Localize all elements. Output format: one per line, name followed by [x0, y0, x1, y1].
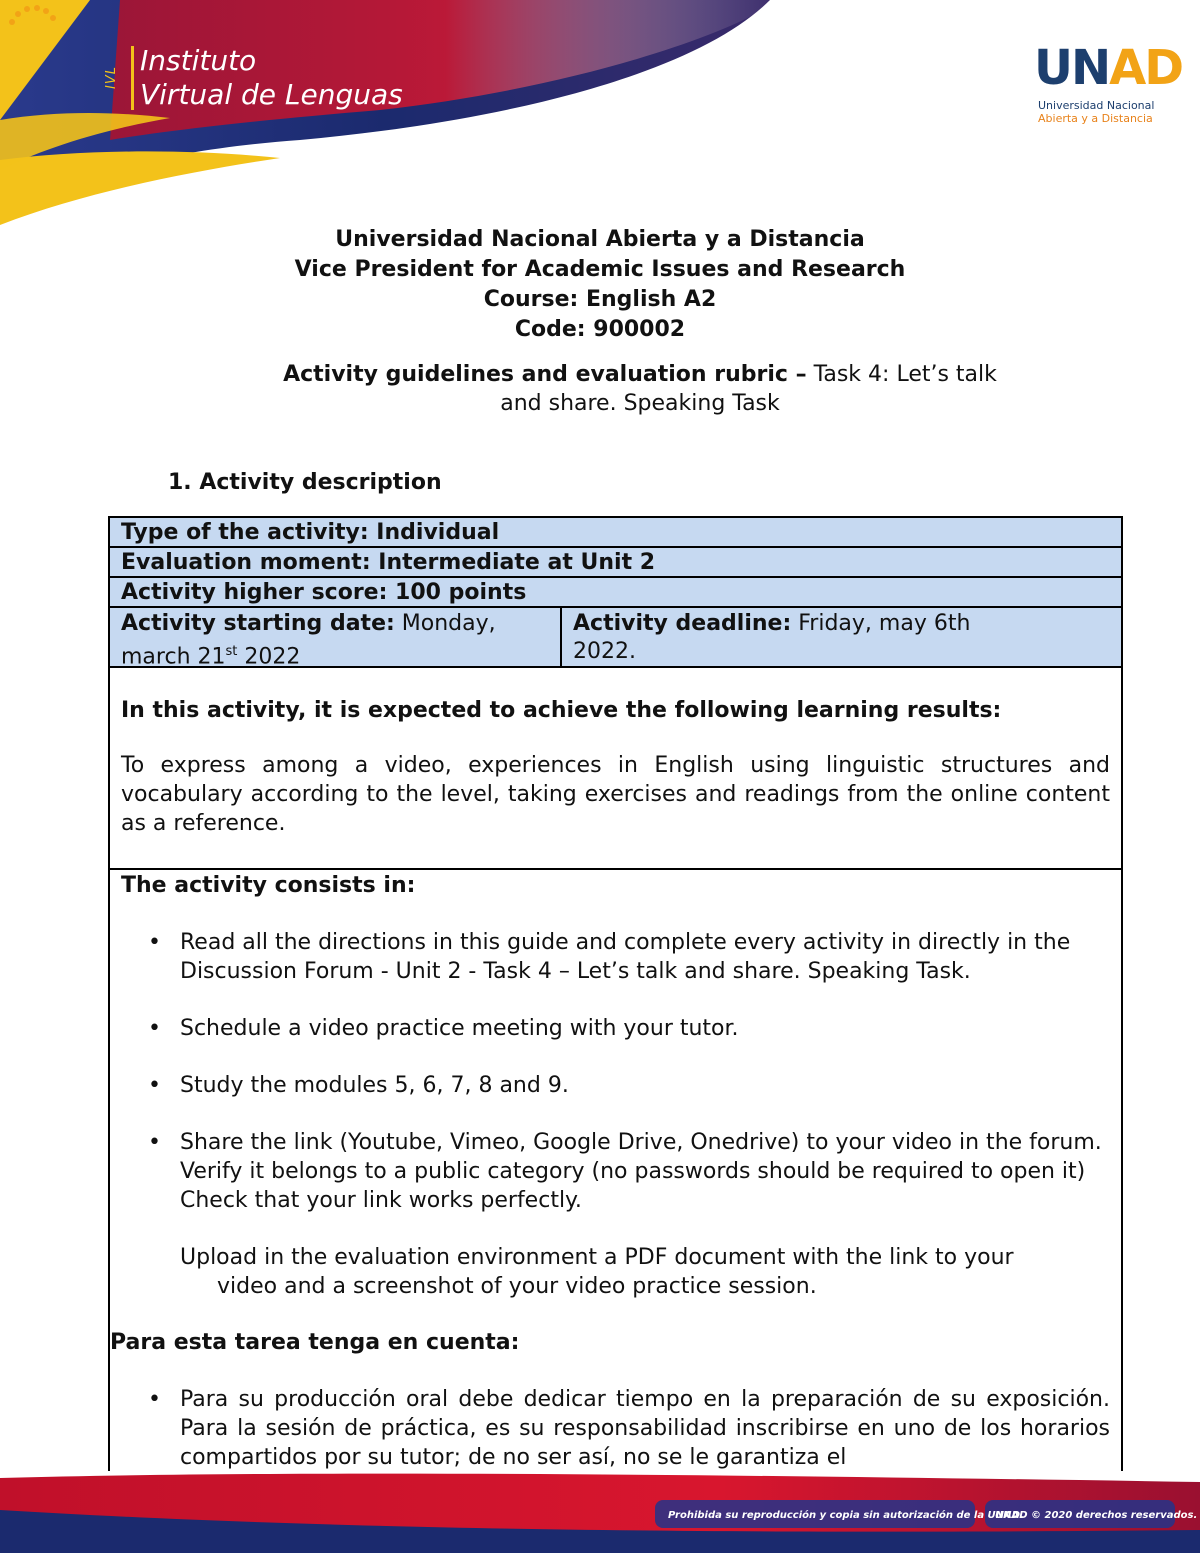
- start-date-label: Activity starting date:: [121, 611, 395, 636]
- footer-banner: [0, 1470, 1200, 1553]
- guide-title-bold: Activity guidelines and evaluation rubric –: [283, 362, 807, 387]
- start-date-value1: Monday,: [394, 611, 496, 636]
- list-item-text: Para su producción oral debe dedicar tiempo en la preparación de su exposición. Para la sesión de práctica, es su responsabilidad inscribirse en uno de los horarios compartidos por su tutor; de no ser así, no se le garantiza el: [180, 1387, 1110, 1470]
- bullet-icon: •: [148, 1387, 161, 1412]
- start-date-cell: [110, 608, 562, 670]
- list-item-text: Read all the directions in this guide and complete every activity in directly in the Discussion Forum - Unit 2 - Task 4 – Let’s talk and share. Speaking Task.: [180, 930, 1071, 984]
- deadline-cell: [562, 608, 1121, 666]
- vice-president-line: Vice President for Academic Issues and Research: [294, 257, 906, 282]
- list-item: [121, 1071, 1110, 1100]
- list-item-text: Schedule a video practice meeting with your tutor.: [180, 1016, 739, 1041]
- learning-text: To express among a video, experiences in English using linguistic structures and vocabulary according to the level, taking exercises and readings from the online content as a reference.: [121, 753, 1110, 836]
- header-banner: [0, 0, 1200, 230]
- deadline-value1: Friday, may 6th: [791, 611, 971, 636]
- list-item: [121, 928, 1110, 986]
- evaluation-moment-row: Evaluation moment: Intermediate at Unit 2: [110, 548, 1121, 578]
- footer-note2: UNAD © 2020 derechos reservados.: [995, 1510, 1198, 1521]
- activity-type-row: Type of the activity: Individual: [110, 518, 1121, 548]
- upload-line2: video and a screenshot of your video practice session.: [217, 1274, 817, 1299]
- code-line: Code: 900002: [514, 317, 686, 342]
- learning-results-cell: [110, 668, 1121, 870]
- consists-heading: The activity consists in:: [121, 873, 416, 898]
- start-date-sup: st: [225, 644, 238, 659]
- guide-title-rest1: Task 4: Let’s talk: [806, 362, 997, 387]
- unad-logo: [1034, 40, 1182, 96]
- unad-logo-subtitle2: Abierta y a Distancia: [1038, 112, 1153, 125]
- learning-heading: In this activity, it is expected to achieve the following learning results:: [121, 698, 1002, 723]
- activity-consists-cell: [110, 870, 1121, 1471]
- upload-instruction: [121, 1243, 1110, 1301]
- section-heading: 1. Activity description: [168, 470, 442, 495]
- brand-line1: Instituto: [140, 44, 257, 77]
- brand-line2: Virtual de Lenguas: [140, 78, 403, 111]
- bullet-icon: •: [148, 1073, 161, 1098]
- bullet-icon: •: [148, 1130, 161, 1155]
- unad-logo-n: N: [1070, 40, 1110, 96]
- unad-logo-ad: AD: [1109, 40, 1183, 96]
- bullet-icon: •: [148, 930, 161, 955]
- activity-table: [108, 516, 1123, 1471]
- start-date-value2: march 21: [121, 644, 226, 670]
- footer-note1: Prohibida su reproducción y copia sin autorización de la UNAD.: [668, 1510, 1024, 1521]
- list-item-text: Study the modules 5, 6, 7, 8 and 9.: [180, 1073, 569, 1098]
- guide-title: [240, 360, 1040, 418]
- bullet-icon: •: [148, 1016, 161, 1041]
- para-list: [121, 1385, 1110, 1471]
- dates-row: [110, 608, 1121, 668]
- upload-line1: Upload in the evaluation environment a PDF document with the link to your: [180, 1245, 1014, 1270]
- list-item-text: Share the link (Youtube, Vimeo, Google Drive, Onedrive) to your video in the forum. Verify it belongs to a public category (no passwords should be required to open it) Check that your link works perfectly.: [180, 1130, 1102, 1213]
- unad-logo-dots: [0, 0, 140, 100]
- guide-title-rest2: and share. Speaking Task: [500, 391, 780, 416]
- deadline-value2: 2022.: [573, 639, 636, 664]
- deadline-label: Activity deadline:: [573, 611, 792, 636]
- unad-logo-subtitle1: Universidad Nacional: [1038, 99, 1155, 112]
- course-line: Course: English A2: [483, 287, 717, 312]
- unad-logo-u: U: [1034, 40, 1071, 96]
- university-name: Universidad Nacional Abierta y a Distancia: [335, 227, 865, 252]
- ivl-mark: IVL: [104, 66, 119, 90]
- title-block: [0, 225, 1200, 345]
- start-date-value3: 2022: [237, 644, 301, 670]
- list-item: [121, 1128, 1110, 1215]
- list-item: [121, 1014, 1110, 1043]
- higher-score-row: Activity higher score: 100 points: [110, 578, 1121, 608]
- consists-list: [121, 928, 1110, 1215]
- para-heading: Para esta tarea tenga en cuenta:: [110, 1330, 520, 1355]
- banner-swoosh: [0, 0, 1200, 230]
- list-item: [121, 1385, 1110, 1471]
